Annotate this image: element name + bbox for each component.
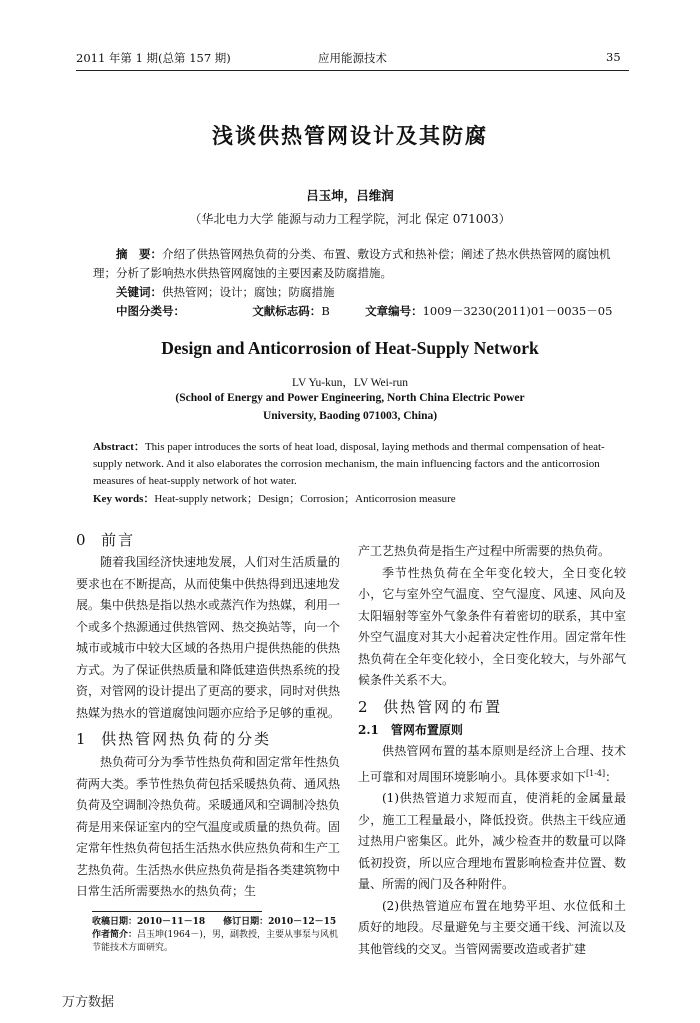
- page-title: 浅谈供热管网设计及其防腐: [212, 123, 488, 148]
- english-keywords: [93, 491, 613, 508]
- affiliation: （华北电力大学 能源与动力工程学院，河北 保定 071003）: [189, 212, 511, 226]
- principle-item-1: (1)供热管道力求短而直，使消耗的金属量最少，施工工程量最小，降低投资。供热主干线应通过热用户密集区。此外，减少检查井的数量可以降低初投资，所以应合理地布置影响检查井位置、数量、所需的阀门及各种附件。: [358, 791, 626, 891]
- section-0-title: 前言: [101, 531, 136, 549]
- footnote-rule: [92, 911, 262, 912]
- section-1-number: 1: [76, 730, 88, 748]
- english-affiliation-line1: (School of Energy and Power Engineering, North China Electric Power: [175, 392, 525, 404]
- english-keywords-label: Key words：: [93, 493, 155, 505]
- section-1-title: 供热管网热负荷的分类: [101, 730, 272, 748]
- footnote-bio-label: 作者简介：: [92, 930, 138, 940]
- section-2-heading: [358, 694, 626, 720]
- seasonal-load-paragraph: 季节性热负荷在全年变化较大，全日变化较小，它与室外空气温度、空气湿度、风速、风向及太阳辐射等室外气象条件有着密切的联系，其中室外空气温度对其大小起着决定性作用。固定常年性热负荷在全年变化较小，全日变化较大，与外部气候条件关系不大。: [358, 565, 626, 687]
- classification-line: [93, 302, 623, 321]
- header-issue: 2011 年第 1 期(总第 157 期): [76, 51, 231, 65]
- section-1-heading: [76, 726, 340, 752]
- english-abstract-body: [93, 439, 613, 490]
- english-affiliation-line2: University, Baoding 071003, China): [262, 410, 438, 422]
- header-rule: [76, 70, 629, 71]
- citation-ref: [1-4]: [586, 768, 606, 778]
- section-2-number: 2: [358, 697, 370, 716]
- english-abstract-label: Abstract：: [93, 441, 145, 453]
- section-0-heading: [76, 528, 340, 552]
- subsection-2-1-intro: [358, 741, 626, 788]
- section-1-paragraph: 热负荷可分为季节性热负荷和固定常年性热负荷两大类。季节性热负荷包括采暖热负荷、通风热负荷及空调制冷热负荷。采暖通风和空调制冷热负荷是用来保证室内的空气温度或质量的热负荷。固定常年性热负荷包括生活热水供应热负荷和生产工艺热负荷。生活热水供应热负荷是指各类建筑物中日常生活所需要热水的热负荷；生: [76, 755, 341, 898]
- subsection-2-1-intro-colon: ：: [605, 769, 618, 784]
- clc-label: 中图分类号：: [116, 304, 185, 318]
- keywords-cn-label: 关键词：: [116, 285, 162, 299]
- abstract-cn-label: 摘 要：: [116, 247, 162, 261]
- article-number-label: 文章编号：: [365, 304, 423, 318]
- header-journal: 应用能源技术: [318, 51, 387, 65]
- subsection-2-1-intro-text: 供热管网布置的基本原则是经济上合理、技术上可靠和对周围环境影响小。具体要求如下: [358, 744, 626, 784]
- principle-item-2: (2)供热管道应布置在地势平坦、水位低和土质好的地段。尽量避免与主要交通干线、河流以及其他管线的交叉。当管网需要改造或者扩建: [358, 898, 626, 956]
- doc-code-value: B: [321, 304, 330, 318]
- left-column: [76, 528, 340, 903]
- keywords-cn: [93, 283, 623, 302]
- english-authors: LV Yu-kun，LV Wei-run: [292, 377, 408, 389]
- footnote-bio-text: 吕玉坤(1964－)，男，副教授，主要从事泵与风机节能技术方面研究。: [92, 930, 338, 953]
- english-abstract: [93, 439, 613, 508]
- footnote: [92, 916, 342, 955]
- footnote-bio: [92, 929, 342, 955]
- english-title: Design and Anticorrosion of Heat-Supply Network: [161, 338, 539, 358]
- subsection-2-1-heading: 2.1 管网布置原则: [358, 722, 463, 737]
- section-0-number: 0: [76, 531, 88, 549]
- doc-code-label: 文献标志码：: [252, 304, 322, 318]
- section-2-title: 供热管网的布置: [383, 697, 503, 716]
- section-0-paragraph: 随着我国经济快速地发展，人们对生活质量的要求也在不断提高，从而使集中供热得到迅速地发展。集中供热是指以热水或蒸汽作为热媒，利用一个或多个热源通过供热管网、热交换站等，向一个城市或城市中较大区域的各热用户提供热能的供热方式。为了保证供热质量和降低建造供热系统的投资，对管网的设计提出了更高的要求，同时对供热热媒为热水的管道腐蚀问题亦应给予足够的重视。: [76, 555, 341, 720]
- english-keywords-text: Heat-supply network；Design；Corrosion；Anticorrosion measure: [154, 493, 456, 505]
- article-number-value: 1009－3230(2011)01－0035－05: [422, 304, 613, 318]
- right-continuation-paragraph: 产工艺热负荷是指生产过程中所需要的热负荷。: [358, 544, 611, 558]
- footnote-dates: 收稿日期：2010－11－18 修订日期：2010－12－15: [92, 917, 337, 927]
- right-column: [358, 541, 626, 960]
- authors: 吕玉坤，吕维润: [306, 188, 394, 203]
- watermark: 万方数据: [62, 995, 115, 1010]
- abstract-cn-body: [93, 245, 623, 283]
- abstract-cn-text: 介绍了供热管网热负荷的分类、布置、敷设方式和热补偿；阐述了热水供热管网的腐蚀机理；分析了影响热水供热管网腐蚀的主要因素及防腐措施。: [93, 247, 611, 280]
- abstract-cn: [93, 245, 623, 321]
- keywords-cn-text: 供热管网；设计；腐蚀；防腐措施: [162, 285, 335, 299]
- english-abstract-text: This paper introduces the sorts of heat load, disposal, laying methods and thermal compensation of heat-supply network. And it also elaborates the corrosion mechanism, the main influencing factors and the anticorrosion measures of heat-supply network of hot water.: [93, 441, 605, 487]
- header-page-number: 35: [606, 50, 621, 64]
